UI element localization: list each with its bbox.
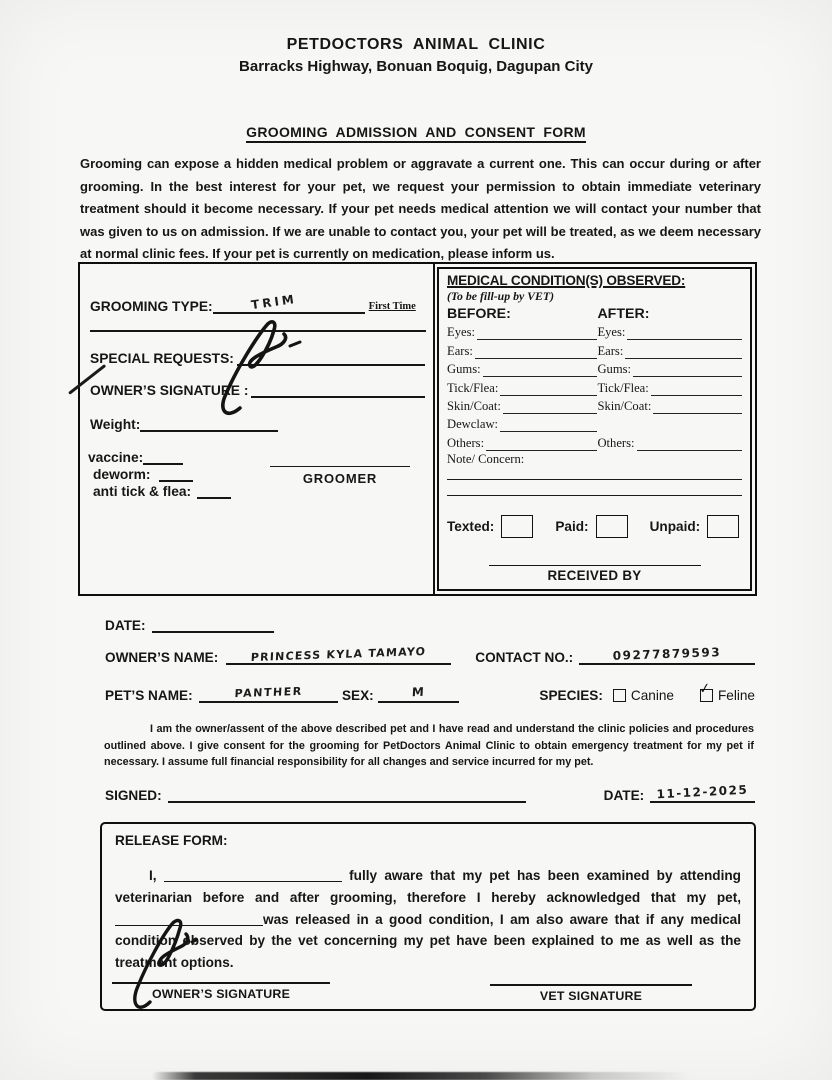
signed-date-label: DATE: bbox=[603, 788, 645, 803]
groomer-signature-field[interactable] bbox=[270, 466, 410, 467]
vet-signature-label: VET SIGNATURE bbox=[539, 989, 643, 1003]
anti-tick-flea-label: anti tick & flea: bbox=[93, 484, 192, 499]
species-canine-option[interactable] bbox=[613, 688, 674, 703]
received-by-field[interactable] bbox=[489, 565, 701, 566]
signed-date-field[interactable] bbox=[650, 784, 755, 803]
groomer-label: GROOMER bbox=[302, 471, 378, 486]
medical-row-skincoat: Skin/Coat: Skin/Coat: bbox=[447, 396, 742, 414]
canine-label: Canine bbox=[630, 688, 674, 703]
texted-label: Texted: bbox=[447, 518, 495, 534]
first-time-label: First Time bbox=[368, 301, 416, 312]
skincoat-before-field[interactable] bbox=[503, 400, 598, 414]
texted-checkbox[interactable] bbox=[501, 515, 533, 538]
others-after-field[interactable] bbox=[637, 437, 742, 451]
gums-after-field[interactable] bbox=[633, 363, 742, 377]
date-field[interactable] bbox=[152, 614, 274, 633]
note-line-2[interactable] bbox=[447, 495, 742, 496]
clinic-address: Barracks Highway, Bonuan Boquig, Dagupan City bbox=[239, 58, 593, 75]
deworm-field[interactable] bbox=[159, 464, 193, 482]
vaccine-label: vaccine: bbox=[88, 450, 144, 465]
received-by-block bbox=[489, 565, 701, 583]
contact-no-label: CONTACT NO.: bbox=[475, 650, 574, 665]
release-form-title: RELEASE FORM: bbox=[115, 833, 228, 848]
weight-row bbox=[90, 414, 278, 432]
grooming-type-row bbox=[90, 291, 425, 314]
canine-checkbox[interactable] bbox=[613, 689, 626, 702]
special-requests-row bbox=[90, 349, 425, 366]
medical-row-eyes: Eyes: Eyes: bbox=[447, 322, 742, 340]
unpaid-label: Unpaid: bbox=[649, 518, 701, 534]
signed-field[interactable] bbox=[168, 784, 526, 803]
release-text-start: I, bbox=[149, 868, 157, 883]
scan-artifact bbox=[152, 1072, 690, 1080]
before-after-header bbox=[447, 306, 742, 322]
medical-title: MEDICAL CONDITION(S) OBSERVED: bbox=[447, 273, 686, 288]
sex-value: M bbox=[411, 684, 426, 700]
grooming-medical-box bbox=[78, 262, 757, 596]
paid-checkbox[interactable] bbox=[596, 515, 628, 538]
release-owner-signature-field[interactable] bbox=[112, 982, 330, 984]
weight-label: Weight: bbox=[90, 417, 141, 432]
ears-before-field[interactable] bbox=[475, 345, 598, 359]
release-text-mid: fully aware that my pet has been examined by attending veterinarian before and after grooming, therefore I hereby acknowledged that my pet, bbox=[115, 868, 741, 905]
vaccine-row bbox=[88, 447, 183, 465]
clinic-name: PETDOCTORS ANIMAL CLINIC bbox=[286, 36, 546, 53]
payment-status-row bbox=[447, 515, 742, 538]
tickflea-after-field[interactable] bbox=[651, 382, 742, 396]
pet-name-value: PANTHER bbox=[233, 684, 303, 701]
intro-paragraph: Grooming can expose a hidden medical problem or aggravate a current one. This can occur during or after grooming. In the best interest for your pet, we request your permission to obtain immediate veterinary treatment should it become necessary. If your pet needs medical attention we will contact your number that was given to us on admission. If we are unable to contact you, your pet will be treated, as we deem necessary at normal clinic fees. If your pet is currently on medication, please inform us. bbox=[80, 156, 761, 262]
owner-signature-field[interactable] bbox=[251, 381, 425, 398]
owner-name-label: OWNER’S NAME: bbox=[105, 650, 219, 665]
signed-label: SIGNED: bbox=[105, 788, 162, 803]
skincoat-after-field[interactable] bbox=[653, 400, 742, 414]
medical-row-gums: Gums: Gums: bbox=[447, 359, 742, 377]
paid-label: Paid: bbox=[555, 518, 589, 534]
release-name-field[interactable] bbox=[164, 868, 342, 882]
dewclaw-field[interactable] bbox=[500, 418, 597, 432]
contact-no-value: 09277879593 bbox=[612, 645, 722, 663]
pet-name-field[interactable] bbox=[199, 684, 338, 703]
eyes-before-field[interactable] bbox=[477, 326, 597, 340]
received-by-label: RECEIVED BY bbox=[547, 568, 642, 583]
deworm-row bbox=[93, 464, 193, 482]
groomer-block bbox=[270, 466, 410, 486]
date-label: DATE: bbox=[105, 618, 146, 633]
contact-no-field[interactable] bbox=[579, 646, 755, 665]
owner-signature-label: OWNER’S SIGNATURE : bbox=[90, 383, 249, 398]
anti-tick-flea-row bbox=[93, 481, 231, 499]
owner-name-value: PRINCESS KYLA TAMAYO bbox=[250, 644, 427, 665]
medical-row-dewclaw: Dewclaw: bbox=[447, 414, 742, 432]
vet-signature-field[interactable] bbox=[490, 984, 692, 986]
medical-row-others: Others: Others: bbox=[447, 432, 742, 450]
signed-date-value: 11-12-2025 bbox=[656, 782, 749, 802]
date-row bbox=[105, 614, 274, 633]
ears-after-field[interactable] bbox=[625, 345, 742, 359]
vet-signature-block bbox=[490, 984, 692, 1003]
species-feline-option[interactable] bbox=[697, 680, 755, 703]
grooming-type-label: GROOMING TYPE: bbox=[90, 299, 213, 314]
gums-before-field[interactable] bbox=[483, 363, 598, 377]
medical-row-tickflea: Tick/Flea: Tick/Flea: bbox=[447, 377, 742, 395]
pet-name-label: PET’S NAME: bbox=[105, 688, 193, 703]
release-paragraph bbox=[115, 865, 741, 974]
feline-checkbox[interactable] bbox=[697, 680, 713, 702]
medical-subtitle: (To be fill-up by VET) bbox=[447, 289, 555, 303]
species-label: SPECIES: bbox=[539, 688, 603, 703]
note-line-1[interactable] bbox=[447, 479, 742, 480]
release-pet-name-field[interactable] bbox=[115, 912, 263, 926]
after-label: AFTER: bbox=[597, 306, 650, 322]
unpaid-checkbox[interactable] bbox=[707, 515, 739, 538]
form-title: GROOMING ADMISSION AND CONSENT FORM bbox=[0, 124, 832, 142]
release-owner-signature-label: OWNER’S SIGNATURE bbox=[151, 987, 291, 1001]
feline-check-icon: ✓ bbox=[697, 680, 712, 698]
owner-name-row bbox=[105, 646, 755, 665]
grooming-type-field[interactable] bbox=[213, 291, 365, 314]
release-text-end: was released in a good condition, I am also aware that if any medical condition observed by the vet concerning my pet have been explained to me as well as the treatment options. bbox=[115, 911, 741, 970]
release-form-section bbox=[100, 822, 756, 1011]
form-header bbox=[0, 36, 832, 75]
grooming-section bbox=[80, 264, 435, 594]
anti-tick-flea-field[interactable] bbox=[197, 481, 231, 499]
pet-row bbox=[105, 680, 755, 703]
owner-name-field[interactable] bbox=[226, 646, 451, 665]
note-concern-label: Note/ Concern: bbox=[447, 451, 525, 466]
special-requests-label: SPECIAL REQUESTS: bbox=[90, 351, 234, 366]
consent-paragraph: I am the owner/assent of the above described pet and I have read and understand the clinic policies and procedures outlined above. I give consent for the grooming for PetDoctors Animal Clinic to obtain emergency treatment for my pet if necessary. I assume full financial responsibility for all changes and service incurred for my pet. bbox=[104, 723, 754, 769]
sex-label: SEX: bbox=[341, 688, 374, 703]
weight-field[interactable] bbox=[140, 414, 278, 432]
deworm-label: deworm: bbox=[93, 467, 151, 482]
signed-row bbox=[105, 784, 755, 803]
feline-label: Feline bbox=[717, 688, 755, 703]
divider-line bbox=[90, 330, 426, 332]
before-label: BEFORE: bbox=[447, 306, 511, 322]
special-requests-field[interactable] bbox=[237, 349, 425, 366]
vaccine-field[interactable] bbox=[143, 447, 183, 465]
medical-row-ears: Ears: Ears: bbox=[447, 340, 742, 358]
eyes-after-field[interactable] bbox=[627, 326, 742, 340]
owner-signature-block bbox=[112, 982, 330, 1001]
medical-conditions-section bbox=[437, 267, 752, 591]
owner-signature-row bbox=[90, 381, 425, 398]
grooming-type-value: TRIM bbox=[249, 291, 298, 313]
others-before-field[interactable] bbox=[486, 437, 597, 451]
tickflea-before-field[interactable] bbox=[500, 382, 597, 396]
sex-field[interactable] bbox=[378, 684, 460, 703]
